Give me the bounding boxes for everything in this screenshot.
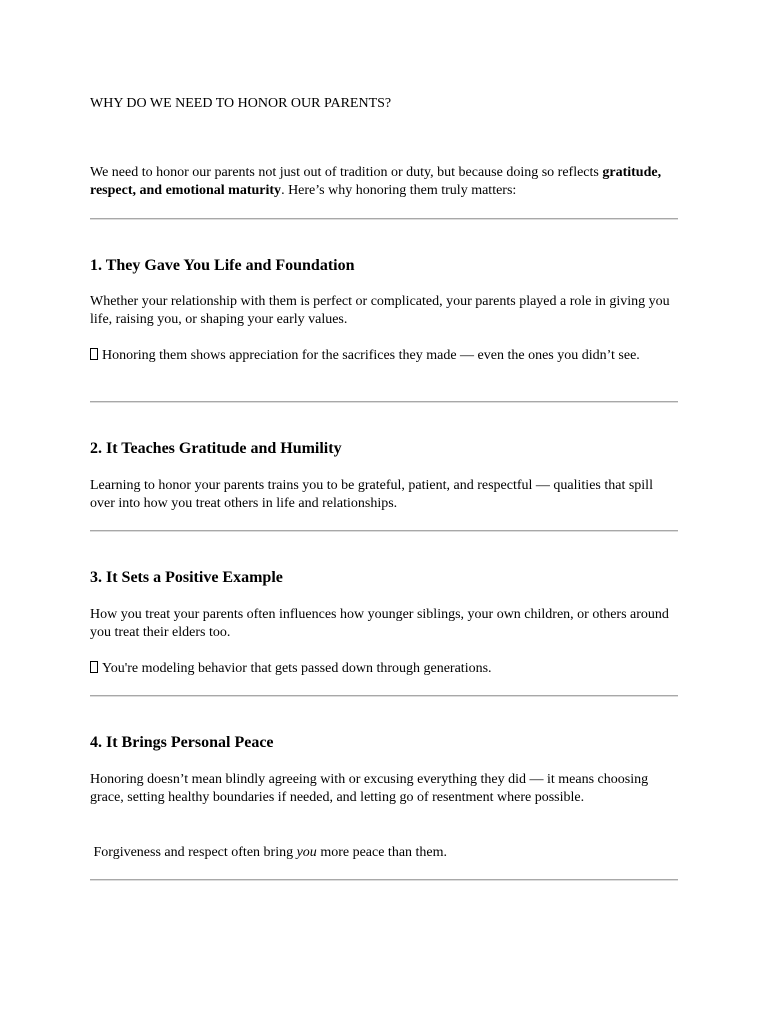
section-note [90, 660, 678, 678]
missing-glyph-icon [90, 348, 98, 360]
section-heading: 1. They Gave You Life and Foundation [90, 257, 355, 274]
divider [90, 879, 678, 881]
section-body: Learning to honor your parents trains you to be grateful, patient, and respectful — qualities that spill over into how you treat others in life and relationships. [90, 478, 653, 511]
section-heading: 4. It Brings Personal Peace [90, 734, 274, 751]
divider [90, 218, 678, 220]
section-body: Whether your relationship with them is perfect or complicated, your parents played a role in giving you life, raising you, or shaping your early values. [90, 294, 670, 327]
divider [90, 530, 678, 532]
intro-bold-text: gratitude, respect, and emotional maturity [90, 165, 662, 198]
intro-paragraph [90, 164, 678, 200]
section-heading: 3. It Sets a Positive Example [90, 569, 283, 586]
section-note-text: Honoring them shows appreciation for the sacrifices they made — even the ones you didn’t see. [102, 348, 640, 363]
intro-text: We need to honor our parents not just out of tradition or duty, but because doing so reflects [90, 165, 603, 180]
section-heading: 2. It Teaches Gratitude and Humility [90, 440, 342, 457]
divider [90, 695, 678, 697]
section-body: How you treat your parents often influences how younger siblings, your own children, or others around you treat their elders too. [90, 607, 669, 640]
section-note-text: Forgiveness and respect often bring [90, 845, 297, 860]
section-note-text-end: more peace than them. [316, 845, 448, 860]
section-note [90, 844, 678, 862]
section-note-italic: you [296, 845, 317, 860]
divider [90, 401, 678, 403]
intro-text-end: . Here’s why honoring them truly matters: [281, 183, 517, 198]
missing-glyph-icon [90, 661, 98, 673]
document-title: WHY DO WE NEED TO HONOR OUR PARENTS? [90, 96, 392, 111]
section-note [90, 347, 678, 365]
section-note-text: You're modeling behavior that gets passed down through generations. [102, 661, 492, 676]
section-body: Honoring doesn’t mean blindly agreeing with or excusing everything they did — it means choosing grace, setting healthy boundaries if needed, and letting go of resentment where possible. [90, 772, 649, 805]
